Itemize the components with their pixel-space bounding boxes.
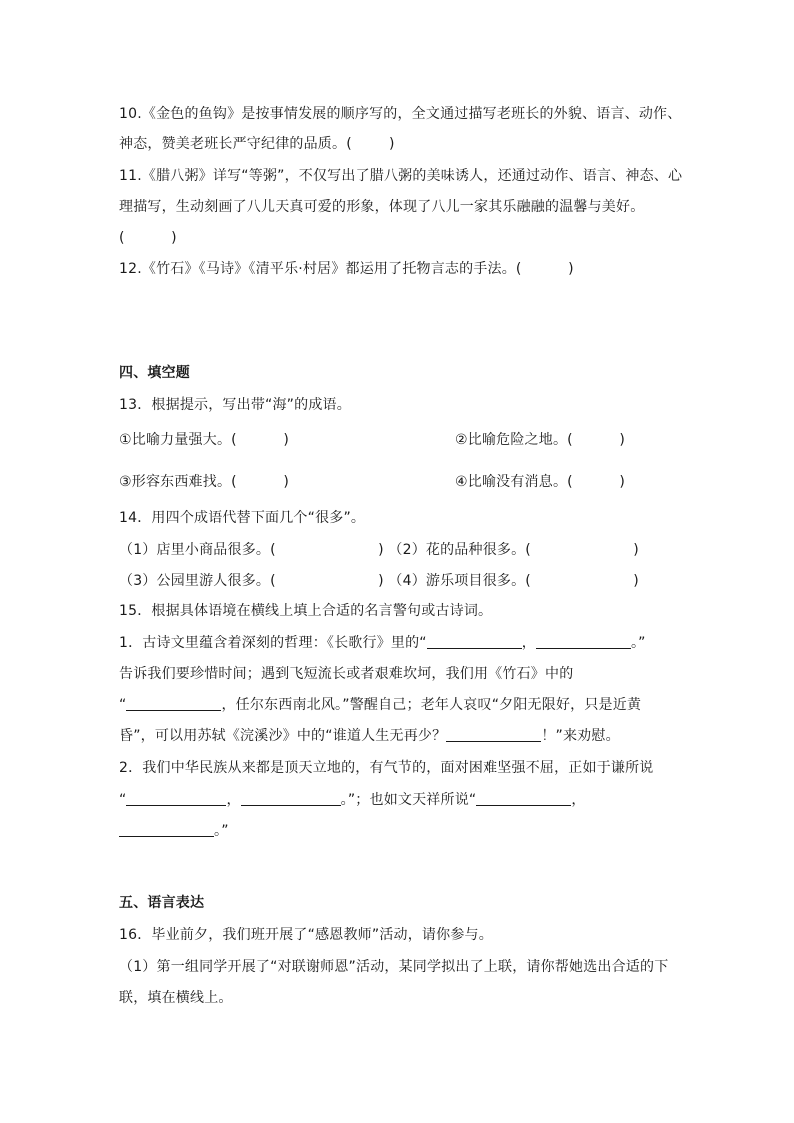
question-15-part-2-line-1: 2．我们中华民族从来都是顶天立地的，有气节的，面对困难坚强不屈，正如于谦所说 (119, 760, 654, 776)
fill-blank[interactable] (126, 791, 226, 806)
question-15-part-1-line-3 (119, 695, 641, 715)
fill-blank[interactable] (119, 822, 214, 837)
question-11-line-1: 11.《腊八粥》详写“等粥”，不仅写出了腊八粥的美味诱人，还通过动作、语言、神态、心 (119, 168, 683, 184)
question-13-item-4: ④比喻没有消息。( ) (455, 474, 625, 490)
text: 。” (630, 635, 646, 651)
text: ！”来劝慰。 (541, 728, 620, 744)
question-10-line-1: 10.《金色的鱼钩》是按事情发展的顺序写的，全文通过描写老班长的外貌、语言、动作、 (119, 106, 682, 122)
question-15-part-2-line-2 (119, 790, 586, 810)
question-13: 13．根据提示，写出带“海”的成语。 (119, 397, 351, 413)
fill-blank[interactable] (241, 791, 341, 806)
fill-blank[interactable] (126, 696, 221, 711)
question-15-part-1-line-4 (119, 726, 620, 746)
fill-blank[interactable] (446, 727, 541, 742)
fill-blank[interactable] (476, 791, 571, 806)
question-16-part-1-line-2: 联，填在横线上。 (119, 990, 233, 1006)
question-16: 16．毕业前夕，我们班开展了“感恩教师”活动，请你参与。 (119, 927, 493, 943)
fill-blank[interactable] (427, 634, 522, 649)
question-15: 15．根据具体语境在横线上填上合适的名言警句或古诗词。 (119, 603, 493, 619)
text: 1．古诗文里蕴含着深刻的哲理：《长歌行》里的“ (119, 635, 427, 651)
fill-blank[interactable] (536, 634, 631, 649)
text: “ (119, 792, 127, 808)
text: ， (571, 792, 586, 808)
text: ， (521, 635, 536, 651)
question-14: 14．用四个成语代替下面几个“很多”。 (119, 510, 366, 526)
question-12: 12.《竹石》《马诗》《清平乐·村居》都运用了托物言志的手法。( ) (119, 261, 574, 277)
question-10-line-2: 神态，赞美老班长严守纪律的品质。( ) (119, 136, 395, 152)
question-14-items-1-2: （1）店里小商品很多。( ) （2）花的品种很多。( ) (119, 542, 639, 558)
question-13-item-1: ①比喻力量强大。( ) (119, 432, 289, 448)
text: 。” (214, 823, 229, 839)
question-16-part-1-line-1: （1）第一组同学开展了“对联谢师恩”活动，某同学拟出了上联，请你帮她选出合适的下 (119, 959, 669, 975)
text: “ (119, 697, 127, 713)
question-14-items-3-4: （3）公园里游人很多。( ) （4）游乐项目很多。( ) (119, 573, 639, 589)
section-4-heading: 四、填空题 (119, 365, 190, 381)
text: ， (226, 792, 241, 808)
question-13-item-3: ③形容东西难找。( ) (119, 474, 289, 490)
text: ，任尔东西南北风。”警醒自己；老年人哀叹“夕阳无限好，只是近黄 (221, 697, 642, 713)
section-5-heading: 五、语言表达 (119, 895, 205, 911)
text: 。”；也如文天祥所说“ (340, 792, 477, 808)
question-15-part-1-line-1 (119, 633, 646, 653)
question-13-item-2: ②比喻危险之地。( ) (455, 432, 625, 448)
question-15-part-2-line-3 (119, 821, 229, 841)
text: 昏”，可以用苏轼《浣溪沙》中的“谁道人生无再少？ (119, 728, 447, 744)
question-11-answer-paren: ( ) (119, 230, 177, 246)
question-15-part-1-line-2: 告诉我们要珍惜时间；遇到飞短流长或者艰难坎坷，我们用《竹石》中的 (119, 666, 574, 682)
question-11-line-2: 理描写，生动刻画了八儿天真可爱的形象，体现了八儿一家其乐融融的温馨与美好。 (119, 199, 645, 215)
